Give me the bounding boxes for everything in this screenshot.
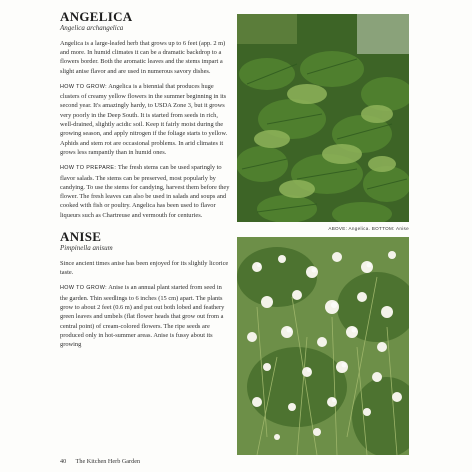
angelica-grow-lead: HOW TO GROW: [60, 83, 108, 90]
anise-how-to-grow [60, 283, 230, 349]
anise-intro: Since ancient times anise has been enjoyed for its slightly licorice taste. [60, 259, 229, 277]
angelica-prepare-lead: HOW TO PREPARE: [60, 165, 117, 172]
angelica-how-to-prepare [60, 163, 230, 220]
anise-grow-lead: HOW TO GROW: [60, 285, 108, 292]
text-column [60, 10, 230, 355]
angelica-prepare-text: The fresh stems can be used sparingly to flavor salads. The stems can be preserved, most popularly by candying. To use the stems for candying, harvest them before they flower. The fresh leaves can also be used in salads and soups and cooked with fish or poultry. Angelica has been used to flavor liqueurs such as Chartreuse and vermouth for centuries. [60, 164, 230, 219]
page-number: 40 [60, 458, 67, 465]
angelica-intro: Angelica is a large-leafed herb that grows up to 6 feet (app. 2 m) and more. In humid climates it can be a dramatic backdrop to a flowers border. Both the aromatic leaves and the stems impart a slight anise flavor and are used in numerous savory dishes. [60, 39, 226, 75]
photo-caption: ABOVE: Angelica. BOTTOM: Anise [328, 226, 409, 231]
angelica-foliage-illustration [237, 14, 409, 222]
anise-grow-text: Anise is an annual plant started from seed in the garden. Thin seedlings to 6 inches (15 cm) apart. The plants grow to about 2 feet (0.6 m) and put out both lobed and feathery green leaves and umbels (flat flower heads that grow out from a central point) of cream-colored flowers. The ripe seeds are produced only in hot-summer areas. Anise is fussy about its growing [60, 284, 225, 349]
page-footer [60, 458, 140, 465]
angelica-grow-text: Angelica is a biennial that produces huge clusters of creamy yellow flowers in the summer beginning in its second year. It's amazingly hardy, to USDA Zone 3, but it grows very poorly in the Deep South. It is started from seeds in rich, well-drained, slightly acidic soil. Keep it fairly moist during the growing season, and apply nitrogen if the foliage starts to yellow. Aphids and stem rot are occasional problems. In arid climates it grows less rampantly than in humid ones. [60, 82, 228, 156]
angelica-heading: ANGELICA [60, 9, 133, 24]
angelica-latin-name: Angelica archangelica [60, 24, 124, 33]
anise-latin-name: Pimpinella anisum [60, 244, 113, 253]
book-title: The Kitchen Herb Garden [75, 458, 141, 465]
angelica-how-to-grow [60, 82, 230, 157]
anise-photo [237, 237, 409, 455]
anise-heading: ANISE [60, 229, 102, 245]
angelica-photo [237, 14, 409, 222]
anise-flowers-illustration [237, 237, 409, 455]
